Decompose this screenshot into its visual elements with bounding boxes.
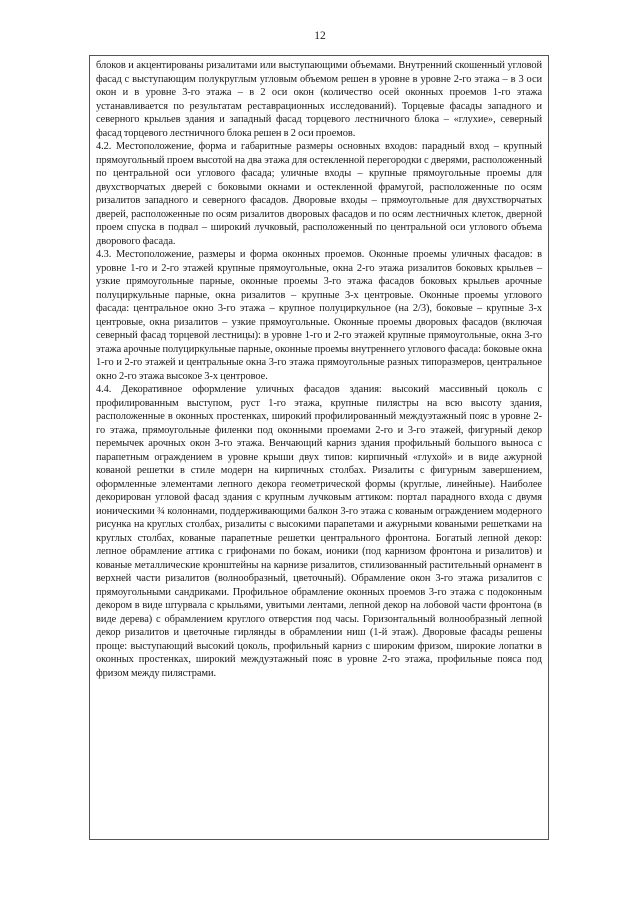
paragraph-4-3-windows: 4.3. Местоположение, размеры и форма оконных проемов. Оконные проемы уличных фасадов: в уровне 1-го и 2-го этажей крупные прямоугольные, окна 2-го этажа ризалитов боковых крыльев – узкие прямоугольные парные, оконные проемы 3-го этажа фасадов боковых крыльев арочные полуциркульные парные, окна ризалитов – крупные 3-х центровые. Оконные проемы углового фасада: центральное окно 3-го этажа – крупное полуциркульное (на 2/3), боковые – крупные 3-х центровые, окна ризалитов – узкие прямоугольные. Оконные проемы дворовых фасадов (включая северный фасад торцевой лестницы): в уровне 1-го и 2-го этажей крупные прямоугольные, окна 3-го этажа арочные полуциркульные парные, оконные проемы внутреннего углового фасада: боковые окна 1-го и 2-го этажей и центральные окна 3-го этажа прямоугольные разных типоразмеров, центральное окно 2-го этажа высокое 3-х центровое.	[96, 249, 542, 382]
paragraph-4-2-entrances: 4.2. Местоположение, форма и габаритные размеры основных входов: парадный вход – крупный прямоугольный проем высотой на два этажа для остекленной перегородки с дверями, расположенный по центральной оси углового фасада; уличные входы – крупные прямоугольные проемы для двухстворчатых дверей с боковыми окнами и остекленной фрамугой, расположенные по осям ризалитов западного и северного фасадов. Дворовые входы – прямоугольные для двухстворчатых дверей, расположенные по осям ризалитов дворовых фасадов и по осям лестничных клеток, дверной проем спуска в подвал – широкий лучковый, расположенный по центральной оси углового объема дворового фасада.	[96, 141, 542, 247]
paragraph-continuation: блоков и акцентированы ризалитами или выступающими объемами. Внутренний скошенный угловой фасад с выступающим полукруглым угловым объемом решен в уровне в уровне 2-го этажа – в 3 оси окон и в уровне 3-го этажа – в 2 оси окон (количество осей оконных проемов 1-го этажа устанавливается по результатам реставрационных исследований). Торцевые фасады западного и северного крыльев здания и западный фасад торцевого лестничного блока – «глухие», северный фасад торцевого лестничного блока решен в 2 оси проемов.	[96, 60, 542, 139]
paragraph-4-4-decoration: 4.4. Декоративное оформление уличных фасадов здания: высокий массивный цоколь с профилированным выступом, руст 1-го этажа, крупные пилястры на всю высоту здания, расположенные в оконных простенках, широкий профилированный междуэтажный пояс в уровне 2-го этажа, прямоугольные филенки под оконными проемами 2-го и 3-го этажей, фигурный декор перемычек арочных окон 3-го этажа. Венчающий карниз здания профильный большого выноса с парапетным ограждением в уровне крыши двух типов: кирпичный «глухой» и в виде ажурной кованой решетки в стиле модерн на кирпичных столбах. Ризалиты с фигурным завершением, оформленные элементами лепного декора геометрической формы (круглые, линейные). Наиболее декорирован угловой фасад здания с крупным лучковым аттиком: портал парадного входа с двумя ионическими ¾ колоннами, поддерживающими балкон 3-го этажа с кованым ограждением модерного рисунка на круглых столбах, ризалиты с высокими парапетами и ажурными коваными решетками на круглых столбах, кованые парапетные решетки центрального фронтона. Богатый лепной декор: лепное обрамление аттика с грифонами по бокам, ионики (под карнизом фронтона и ризалитов) и кованые металлические кронштейны на карнизе ризалитов, стилизованный растительный орнамент в верхней части ризалитов (волнообразный, цветочный). Обрамление окон 3-го этажа ризалитов с прямоугольными сандриками. Профильное обрамление оконных проемов 3-го этажа с подоконным декором в виде штурвала с крыльями, увитыми лентами, лепной декор на лобовой части фронтона (в виде дерева) с обрамлением круглого отверстия под часы. Горизонтальный волнообразный лепной декор ризалитов и цветочные гирлянды в обрамлении ниш (1-й этаж). Дворовые фасады решены проще: выступающий высокий цоколь, профильный карниз с широким фризом, широкие лопатки в оконных простенках, широкий междуэтажный пояс в уровне 2-го этажа, профильные пояса под фризом между пилястрами.	[96, 384, 542, 679]
page-number: 12	[314, 30, 326, 42]
body-text	[96, 59, 542, 680]
text-frame	[89, 55, 549, 840]
